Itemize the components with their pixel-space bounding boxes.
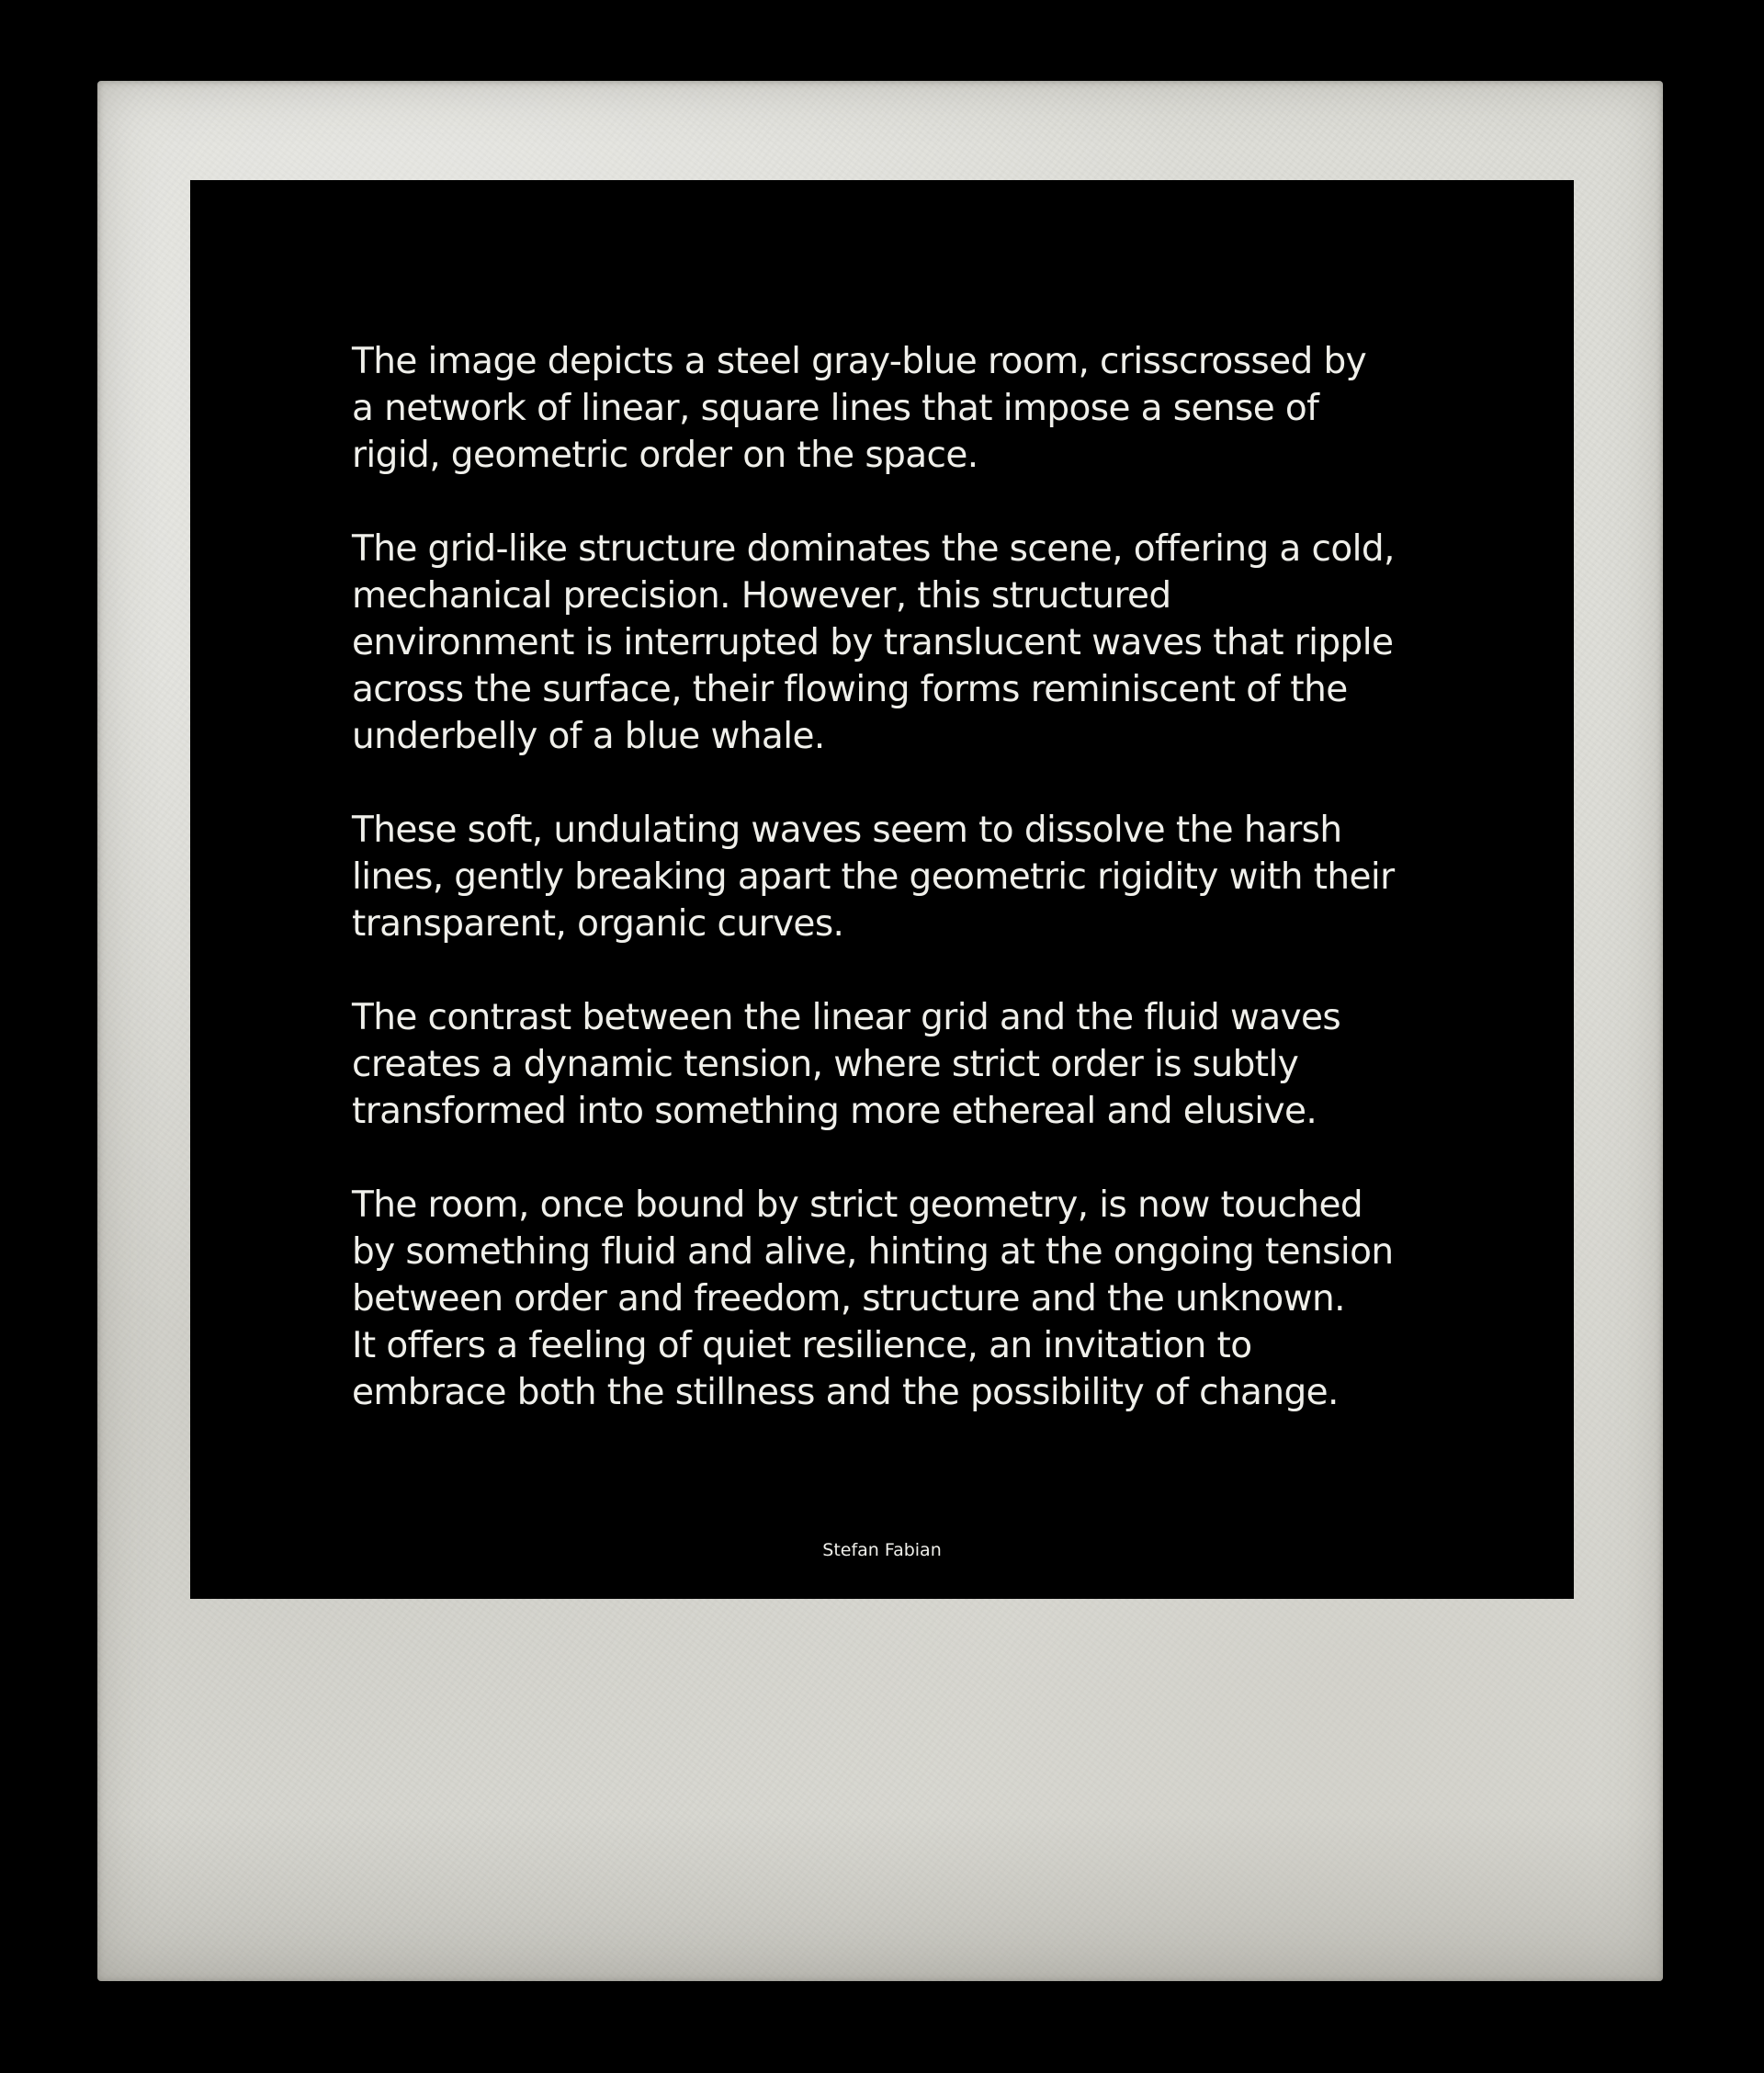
text-panel: [190, 180, 1574, 1599]
author-signature: Stefan Fabian: [822, 1540, 942, 1560]
poem-text-block: [352, 338, 1454, 1416]
poem-paragraph-2: The grid-like structure dominates the scene, offering a cold, mechanical precision. However, this structured environment is interrupted by translucent waves that ripple across the surface, their flowing forms reminiscent of the underbelly of a blue whale.: [352, 528, 1395, 757]
poem-paragraph-5: The room, once bound by strict geometry, is now touched by something fluid and alive, hinting at the ongoing tension between order and freedom, structure and the unknown. It offers a feeling of quiet resilience, an invitation to embrace both the stillness and the possibility of change.: [352, 1184, 1394, 1413]
polaroid-frame: [97, 81, 1663, 1981]
poem-paragraph-1: The image depicts a steel gray-blue room, crisscrossed by a network of linear, square lines that impose a sense of rigid, geometric order on the space.: [352, 341, 1367, 476]
poem-paragraph-3: These soft, undulating waves seem to dissolve the harsh lines, gently breaking apart the geometric rigidity with their transparent, organic curves.: [352, 810, 1395, 945]
frame-edge-shade: [97, 1816, 1663, 1981]
poem-paragraph-4: The contrast between the linear grid and the fluid waves creates a dynamic tension, where strict order is subtly transformed into something more ethereal and elusive.: [352, 997, 1341, 1132]
